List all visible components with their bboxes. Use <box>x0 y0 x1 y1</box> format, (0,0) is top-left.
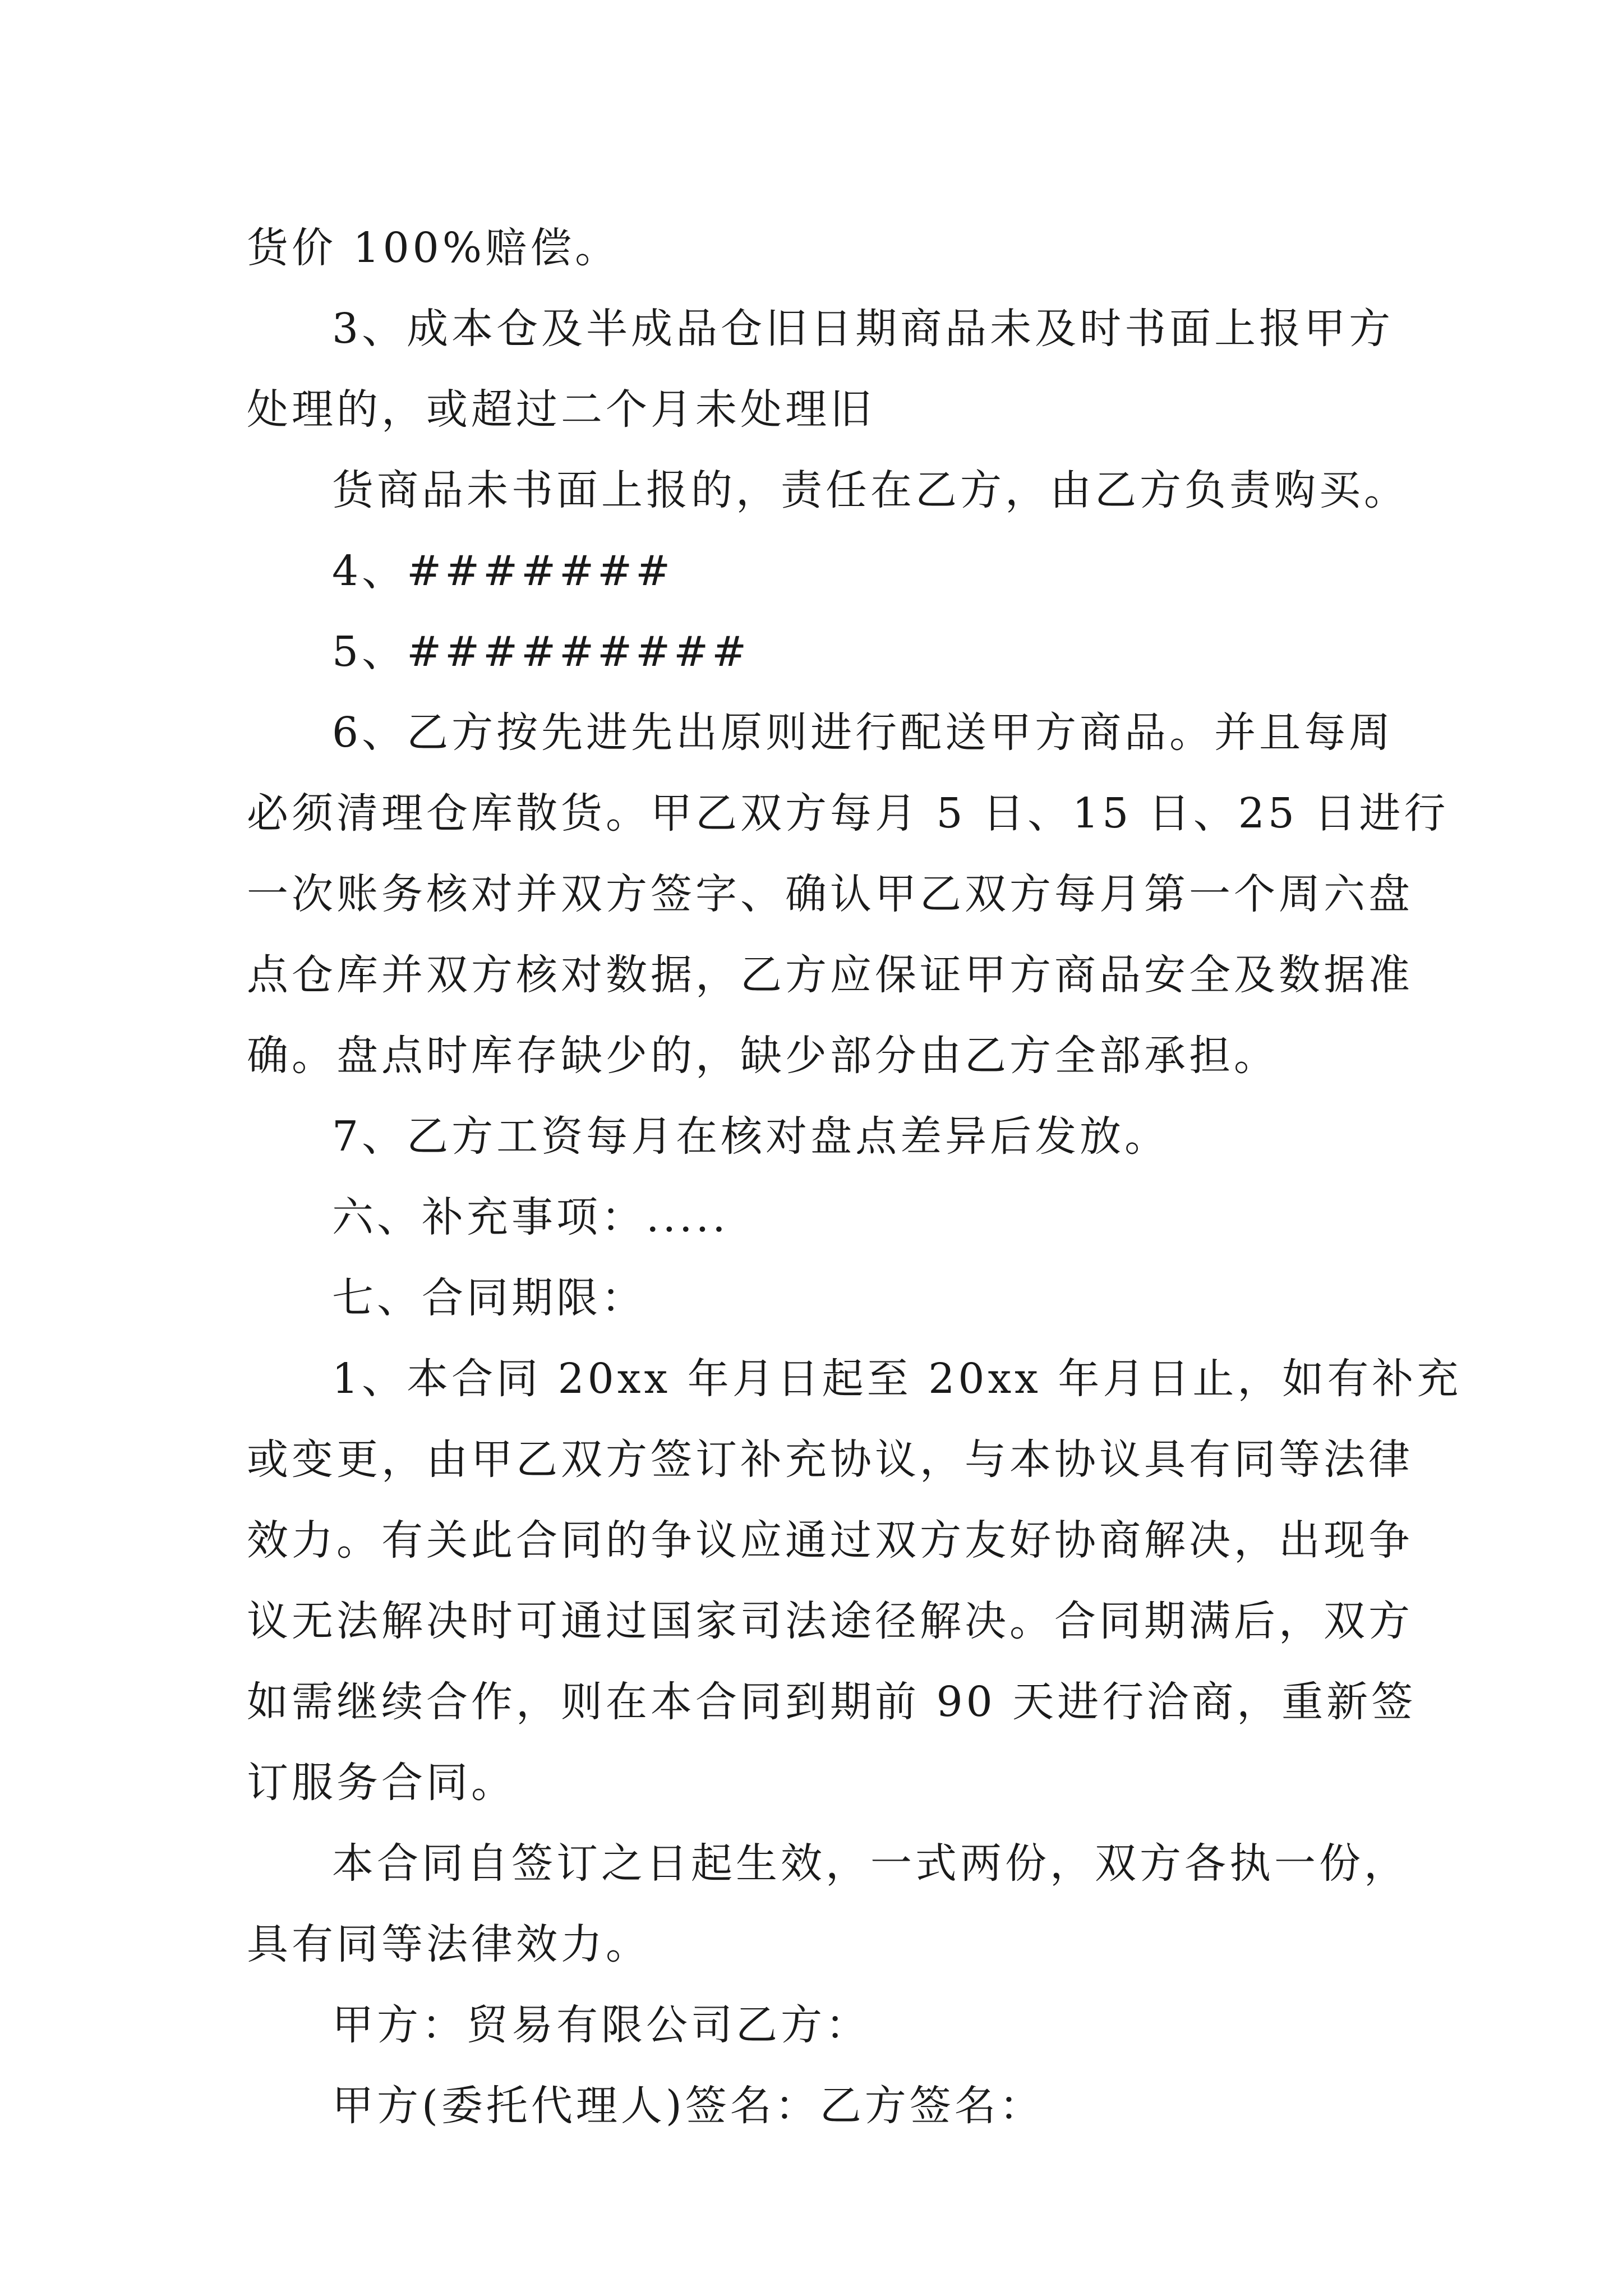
section-heading: 六、补充事项：..... <box>332 1193 729 1241</box>
text-line: 效力。有关此合同的争议应通过双方友好协商解决，出现争 <box>247 1516 1413 1565</box>
text-line: 货价 100%赔偿。 <box>247 224 620 272</box>
text-line: 议无法解决时可通过国家司法途径解决。合同期满后，双方 <box>247 1597 1413 1645</box>
text-line: 点仓库并双方核对数据，乙方应保证甲方商品安全及数据准 <box>247 951 1413 999</box>
text-line: 7、乙方工资每月在核对盘点差异后发放。 <box>332 1112 1170 1161</box>
text-line: 本合同自签订之日起生效，一式两份，双方各执一份， <box>332 1839 1409 1888</box>
text-line: 处理的，或超过二个月未处理旧 <box>247 385 875 434</box>
text-line: 订服务合同。 <box>247 1759 516 1807</box>
document-body <box>247 208 1462 2146</box>
text-line: 货商品未书面上报的，责任在乙方，由乙方负责购买。 <box>332 466 1409 514</box>
text-line: 1、本合同 20xx 年月日起至 20xx 年月日止，如有补充 <box>332 1355 1462 1403</box>
text-line: 3、成本仓及半成品仓旧日期商品未及时书面上报甲方 <box>332 305 1394 353</box>
text-line: 必须清理仓库散货。甲乙双方每月 5 日、15 日、25 日进行 <box>247 789 1449 838</box>
text-line: 具有同等法律效力。 <box>247 1920 651 1968</box>
signature-line: 甲方(委托代理人)签名：乙方签名： <box>332 2082 1044 2130</box>
text-line: 确。盘点时库存缺少的，缺少部分由乙方全部承担。 <box>247 1032 1279 1080</box>
text-line: 4、####### <box>332 547 674 595</box>
text-line: 一次账务核对并双方签字、确认甲乙双方每月第一个周六盘 <box>247 870 1413 918</box>
text-line: 或变更，由甲乙双方签订补充协议，与本协议具有同等法律 <box>247 1435 1413 1484</box>
party-line: 甲方：贸易有限公司乙方： <box>332 2001 870 2049</box>
text-line: 如需继续合作，则在本合同到期前 90 天进行洽商，重新签 <box>247 1678 1417 1726</box>
section-heading: 七、合同期限： <box>332 1274 646 1322</box>
text-line: 5、######### <box>332 628 750 676</box>
text-line: 6、乙方按先进先出原则进行配送甲方商品。并且每周 <box>332 708 1394 757</box>
